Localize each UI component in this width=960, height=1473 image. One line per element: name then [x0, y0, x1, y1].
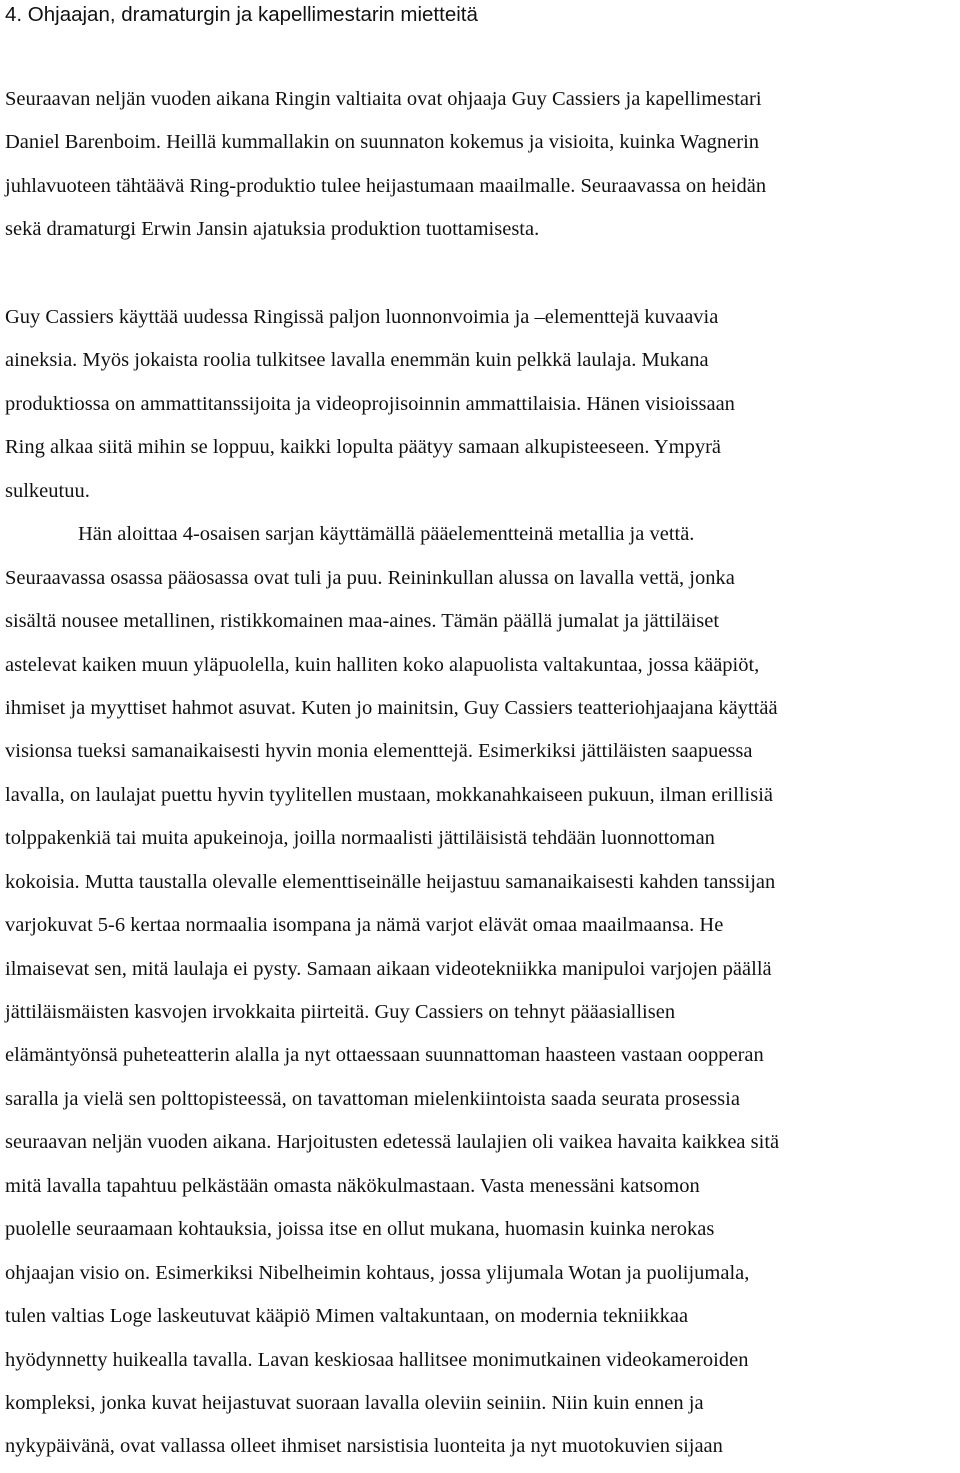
text-line: tolppakenkiä tai muita apukeinoja, joilla normaalisti jättiläisistä tehdään luonnottoman	[5, 827, 715, 850]
text-line: kokoisia. Mutta taustalla olevalle elementtiseinälle heijastuu samanaikaisesti kahden tanssijan	[5, 870, 776, 893]
text-line: produktiossa on ammattitanssijoita ja videoprojisoinnin ammattilaisia. Hänen visioissaan	[5, 392, 735, 415]
text-line: seuraavan neljän vuoden aikana. Harjoitusten edetessä laulajien oli vaikea havaita kaikkea sitä	[5, 1131, 780, 1154]
text-line: elämäntyönsä puheteatterin alalla ja nyt ottaessaan suunnattoman haasteen vastaan oopperan	[5, 1044, 764, 1067]
text-line: saralla ja vielä sen polttopisteessä, on tavattoman mielenkiintoista saada seurata prosessia	[5, 1087, 740, 1110]
text-line: sulkeutuu.	[5, 479, 90, 502]
text-line: Hän aloittaa 4-osaisen sarjan käyttämällä pääelementteinä metallia ja vettä.	[78, 523, 695, 546]
text-line: juhlavuoteen tähtäävä Ring-produktio tulee heijastumaan maailmalle. Seuraavassa on heidän	[5, 174, 767, 197]
text-line: mitä lavalla tapahtuu pelkästään omasta näkökulmastaan. Vasta menessäni katsomon	[5, 1174, 700, 1197]
text-line: kompleksi, jonka kuvat heijastuvat suoraan lavalla oleviin seiniin. Niin kuin ennen ja	[5, 1391, 704, 1414]
text-line: ihmiset ja myyttiset hahmot asuvat. Kuten jo mainitsin, Guy Cassiers teatteriohjaajana käyttää	[5, 696, 778, 719]
text-line: lavalla, on laulajat puettu hyvin tyylitellen mustaan, mokkanahkaiseen pukuun, ilman erillisiä	[5, 783, 773, 806]
text-line: Ring alkaa siitä mihin se loppuu, kaikki lopulta päätyy samaan alkupisteeseen. Ympyrä	[5, 436, 721, 459]
text-line: puolelle seuraamaan kohtauksia, joissa itse en ollut mukana, huomasin kuinka nerokas	[5, 1218, 715, 1241]
text-line: Daniel Barenboim. Heillä kummallakin on suunnaton kokemus ja visioita, kuinka Wagnerin	[5, 131, 760, 154]
text-line: hyödynnetty huikealla tavalla. Lavan keskiosaa hallitsee monimutkainen videokameroiden	[5, 1348, 749, 1371]
paragraph-body	[5, 300, 957, 1473]
text-line: sekä dramaturgi Erwin Jansin ajatuksia produktion tuottamisesta.	[5, 218, 540, 241]
text-line: Seuraavassa osassa pääosassa ovat tuli ja puu. Reininkullan alussa on lavalla vettä, jonka	[5, 566, 735, 589]
section-heading: 4. Ohjaajan, dramaturgin ja kapellimestarin mietteitä	[5, 3, 478, 26]
text-line: varjokuvat 5-6 kertaa normaalia isompana ja nämä varjot elävät omaa maailmaansa. He	[5, 914, 724, 937]
text-line: Seuraavan neljän vuoden aikana Ringin valtiaita ovat ohjaaja Guy Cassiers ja kapellimestari	[5, 88, 762, 110]
text-line: tulen valtias Loge laskeutuvat kääpiö Mimen valtakuntaan, on modernia tekniikkaa	[5, 1305, 689, 1328]
text-line: ilmaisevat sen, mitä laulaja ei pysty. Samaan aikaan videotekniikka manipuloi varjojen päällä	[5, 957, 772, 980]
paragraph-intro	[5, 82, 957, 256]
text-line: visionsa tueksi samanaikaisesti hyvin monia elementtejä. Esimerkiksi jättiläisten saapuessa	[5, 740, 753, 763]
text-line: nykypäivänä, ovat vallassa olleet ihmiset narsistisia luonteita ja nyt muotokuvien sijaan	[5, 1435, 723, 1458]
text-line: Guy Cassiers käyttää uudessa Ringissä paljon luonnonvoimia ja –elementtejä kuvaavia	[5, 306, 719, 328]
text-line: sisältä nousee metallinen, ristikkomainen maa-aines. Tämän päällä jumalat ja jättiläiset	[5, 610, 720, 633]
text-line: ohjaajan visio on. Esimerkiksi Nibelheimin kohtaus, jossa ylijumala Wotan ja puolijumala,	[5, 1261, 750, 1284]
text-line: jättiläismäisten kasvojen irvokkaita piirteitä. Guy Cassiers on tehnyt pääasiallisen	[5, 1001, 676, 1023]
text-line: aineksia. Myös jokaista roolia tulkitsee lavalla enemmän kuin pelkkä laulaja. Mukana	[5, 349, 709, 372]
text-line: astelevat kaiken muun yläpuolella, kuin halliten koko alapuolista valtakuntaa, jossa kääpiöt,	[5, 653, 760, 676]
